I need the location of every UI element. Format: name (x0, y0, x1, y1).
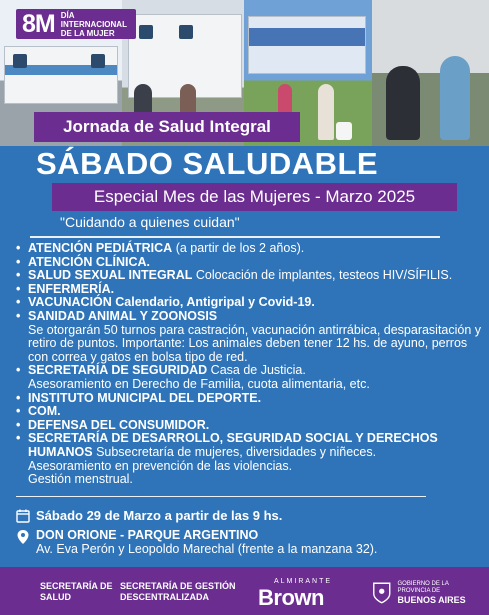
divider (30, 236, 440, 238)
chair (336, 122, 352, 140)
badge-8m-number: 8M (22, 9, 55, 38)
list-item: • SALUD SEXUAL INTEGRAL Colocación de implantes, testeos HIV/SÍFILIS. (16, 269, 482, 283)
list-item: • ENFERMERÍA. (16, 283, 482, 297)
health-truck-1 (4, 46, 118, 104)
person (440, 56, 470, 140)
motto: "Cuidando a quienes cuidan" (60, 214, 240, 230)
list-item: • COM. (16, 405, 482, 419)
location-pin-icon (16, 529, 30, 545)
event-location (16, 528, 377, 556)
calendar-icon (16, 509, 30, 523)
list-item: • SECRETARÍA DE DESARROLLO, SEGURIDAD SOCIAL Y DERECHOS HUMANOS Subsecretaría de mujeres, diversidades y niñeces. Asesoramiento en prevención de las violencias. Gestión menstrual. (16, 432, 482, 486)
almirante-brown-logo: ALMIRANTE Brown (258, 578, 333, 610)
services-list (16, 242, 482, 487)
buenos-aires-logo: GOBIERNO DE LA PROVINCIA DE BUENOS AIRES (372, 578, 482, 608)
divider (16, 496, 426, 497)
location-address: Av. Eva Perón y Leopoldo Marechal (frente a la manzana 32). (36, 542, 378, 556)
badge-8m-text: DÍA INTERNACIONAL DE LA MUJER (60, 10, 127, 38)
event-date (16, 508, 282, 523)
footer-secretaria-gestion: SECRETARÍA DE GESTIÓN DESCENTRALIZADA (120, 581, 236, 602)
event-date-text: Sábado 29 de Marzo a partir de las 9 hs. (36, 508, 283, 523)
page-title: SÁBADO SALUDABLE (36, 146, 379, 181)
person (318, 84, 334, 140)
blue-bus (248, 16, 366, 74)
list-item: • ATENCIÓN CLÍNICA. (16, 256, 482, 270)
list-item: • DEFENSA DEL CONSUMIDOR. (16, 419, 482, 433)
list-item: • ATENCIÓN PEDIÁTRICA (a partir de los 2 años). (16, 242, 482, 256)
list-item: • INSTITUTO MUNICIPAL DEL DEPORTE. (16, 392, 482, 406)
list-item: • SANIDAD ANIMAL Y ZOONOSIS Se otorgarán 50 turnos para castración, vacunación antirrábica, desparasitación y retiro de puntos. Importante: Los animales deben tener 12 hs. de ayuno, perros con correa y gatos en bolsa tipo de red. (16, 310, 482, 364)
subtitle-banner: Especial Mes de las Mujeres - Marzo 2025 (52, 183, 457, 211)
jornada-label: Jornada de Salud Integral (34, 112, 300, 142)
list-item: • SECRETARÍA DE SEGURIDAD Casa de Justicia. Asesoramiento en Derecho de Familia, cuota alimentaria, etc. (16, 364, 482, 391)
person (386, 66, 420, 140)
photo-attention (372, 0, 489, 146)
footer-secretaria-salud: SECRETARÍA DE SALUD (40, 581, 113, 602)
location-title: DON ORIONE - PARQUE ARGENTINO (36, 528, 259, 542)
8m-badge (16, 9, 136, 39)
list-item: • VACUNACIÓN Calendario, Antigripal y Covid-19. (16, 296, 482, 310)
shield-icon (372, 580, 392, 606)
